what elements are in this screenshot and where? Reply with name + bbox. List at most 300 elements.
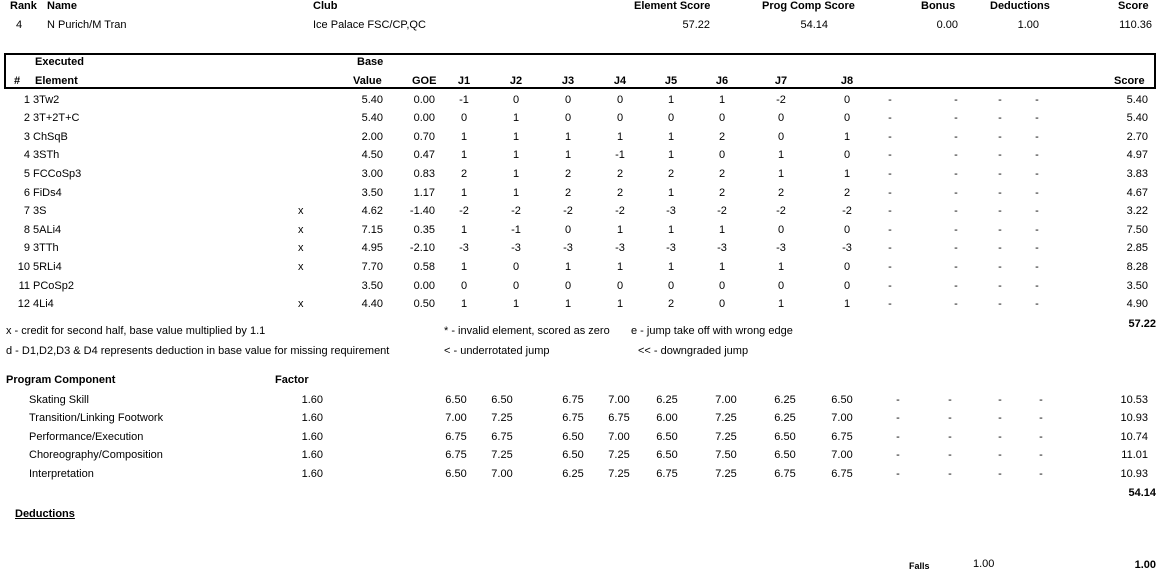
component-name: Choreography/Composition	[29, 449, 163, 461]
element-judge-8: 0	[843, 280, 851, 292]
element-num: 10	[17, 261, 30, 273]
component-judge-8: 6.50	[831, 394, 853, 406]
judge-header-5: J5	[664, 75, 678, 87]
element-judge-1: -1	[459, 94, 469, 106]
element-judge-6: 2	[718, 187, 726, 199]
element-name: 4Li4	[33, 298, 54, 310]
component-judge-8: 7.00	[831, 412, 853, 424]
component-judge-6: 7.50	[715, 449, 737, 461]
element-judge-4: 1	[616, 298, 624, 310]
element-judge-4: 2	[616, 187, 624, 199]
component-judge-8: 6.75	[831, 431, 853, 443]
element-dash: -	[1035, 280, 1039, 292]
judge-header-4: J4	[613, 75, 627, 87]
element-base: 3.50	[361, 280, 383, 292]
element-judge-5: 1	[667, 131, 675, 143]
element-judge-7: 1	[777, 149, 785, 161]
component-judge-1: 6.75	[445, 431, 467, 443]
element-name: FiDs4	[33, 187, 62, 199]
element-judge-2: -3	[511, 242, 521, 254]
element-dash: -	[1035, 94, 1039, 106]
element-score: 8.28	[1126, 261, 1148, 273]
element-info: x	[298, 205, 304, 217]
component-judge-3: 6.50	[562, 431, 584, 443]
element-judge-1: 1	[460, 187, 468, 199]
component-judge-5: 6.25	[656, 394, 678, 406]
element-judge-2: 1	[512, 112, 520, 124]
elements-total: 57.22	[1128, 318, 1156, 330]
element-judge-1: -3	[459, 242, 469, 254]
element-judge-4: 0	[616, 94, 624, 106]
header-name-label: Name	[47, 0, 77, 12]
element-dash: -	[954, 187, 958, 199]
element-judge-1: 1	[460, 261, 468, 273]
component-judge-3: 6.25	[562, 468, 584, 480]
element-dash: -	[888, 280, 892, 292]
element-score: 3.22	[1126, 205, 1148, 217]
component-dash: -	[896, 449, 900, 461]
element-dash: -	[954, 298, 958, 310]
component-dash: -	[998, 449, 1002, 461]
element-judge-5: 2	[667, 168, 675, 180]
element-dash: -	[998, 261, 1002, 273]
element-dash: -	[998, 298, 1002, 310]
header-element-score-value: 57.22	[682, 19, 710, 31]
header-element-score-label: Element Score	[634, 0, 711, 12]
header-deductions-value: 1.00	[1017, 19, 1039, 31]
element-dash: -	[998, 280, 1002, 292]
element-dash: -	[998, 149, 1002, 161]
element-judge-3: -2	[563, 205, 573, 217]
element-judge-7: 0	[777, 131, 785, 143]
element-score: 2.70	[1126, 131, 1148, 143]
header-deductions-label: Deductions	[990, 0, 1050, 12]
judge-header-2: J2	[509, 75, 523, 87]
element-goe: 0.00	[413, 112, 435, 124]
element-num: 7	[23, 205, 30, 217]
component-factor: 1.60	[301, 431, 323, 443]
components-title: Program Component	[6, 374, 116, 386]
element-base: 4.95	[361, 242, 383, 254]
element-judge-7: -3	[776, 242, 786, 254]
element-judge-3: 0	[564, 224, 572, 236]
element-judge-4: -1	[615, 149, 625, 161]
element-judge-8: -2	[842, 205, 852, 217]
component-judge-7: 6.25	[774, 412, 796, 424]
component-judge-6: 7.25	[715, 412, 737, 424]
element-goe: 0.50	[413, 298, 435, 310]
component-judge-7: 6.50	[774, 449, 796, 461]
element-score: 2.85	[1126, 242, 1148, 254]
element-info: x	[298, 242, 304, 254]
element-dash: -	[998, 187, 1002, 199]
elements-score-label: Score	[1114, 75, 1145, 87]
element-judge-5: -3	[666, 242, 676, 254]
element-judge-8: 0	[843, 149, 851, 161]
element-goe: 0.00	[413, 94, 435, 106]
legend-d-note: d - D1,D2,D3 & D4 represents deduction in base value for missing requirement	[6, 345, 390, 357]
element-judge-1: 0	[460, 112, 468, 124]
element-goe: 0.00	[413, 280, 435, 292]
component-score: 10.93	[1120, 468, 1148, 480]
element-name: 3Tw2	[33, 94, 60, 106]
component-judge-8: 6.75	[831, 468, 853, 480]
component-judge-4: 7.00	[608, 431, 630, 443]
element-judge-1: 1	[460, 298, 468, 310]
header-club-value: Ice Palace FSC/CP,QC	[313, 19, 426, 31]
element-judge-4: 1	[616, 131, 624, 143]
component-dash: -	[1039, 412, 1043, 424]
element-goe: -2.10	[409, 242, 435, 254]
component-judge-1: 6.50	[445, 394, 467, 406]
element-num: 2	[23, 112, 30, 124]
element-judge-3: 0	[564, 94, 572, 106]
element-judge-6: 2	[718, 168, 726, 180]
element-judge-6: 0	[718, 298, 726, 310]
value-label: Value	[353, 75, 382, 87]
element-judge-5: 1	[667, 224, 675, 236]
component-score: 10.53	[1120, 394, 1148, 406]
element-judge-5: -3	[666, 205, 676, 217]
element-judge-1: 1	[460, 131, 468, 143]
element-judge-2: 0	[512, 94, 520, 106]
component-score: 10.74	[1120, 431, 1148, 443]
element-judge-2: -1	[511, 224, 521, 236]
element-score: 5.40	[1126, 94, 1148, 106]
component-dash: -	[948, 412, 952, 424]
element-dash: -	[998, 242, 1002, 254]
component-judge-4: 7.00	[608, 394, 630, 406]
judge-header-8: J8	[840, 75, 854, 87]
element-name: 5RLi4	[33, 261, 62, 273]
element-judge-1: 1	[460, 224, 468, 236]
component-judge-4: 7.25	[608, 449, 630, 461]
element-info: x	[298, 261, 304, 273]
element-judge-5: 1	[667, 149, 675, 161]
element-judge-4: 0	[616, 112, 624, 124]
element-judge-8: 0	[843, 261, 851, 273]
component-judge-7: 6.75	[774, 468, 796, 480]
element-dash: -	[998, 112, 1002, 124]
element-dash: -	[888, 168, 892, 180]
component-judge-2: 7.25	[491, 412, 513, 424]
component-judge-1: 6.75	[445, 449, 467, 461]
component-dash: -	[998, 468, 1002, 480]
element-dash: -	[998, 94, 1002, 106]
element-dash: -	[954, 94, 958, 106]
component-dash: -	[1039, 394, 1043, 406]
component-judge-4: 7.25	[608, 468, 630, 480]
element-score: 3.83	[1126, 168, 1148, 180]
component-judge-2: 7.00	[491, 468, 513, 480]
element-base: 5.40	[361, 112, 383, 124]
element-judge-1: 2	[460, 168, 468, 180]
component-dash: -	[998, 412, 1002, 424]
component-dash: -	[948, 449, 952, 461]
component-judge-2: 6.50	[491, 394, 513, 406]
component-judge-5: 6.50	[656, 431, 678, 443]
element-base: 3.50	[361, 187, 383, 199]
element-info: x	[298, 298, 304, 310]
element-goe: 0.83	[413, 168, 435, 180]
element-judge-5: 0	[667, 112, 675, 124]
component-judge-5: 6.50	[656, 449, 678, 461]
component-judge-5: 6.00	[656, 412, 678, 424]
element-dash: -	[888, 112, 892, 124]
component-judge-8: 7.00	[831, 449, 853, 461]
element-judge-3: 1	[564, 131, 572, 143]
element-base: 4.62	[361, 205, 383, 217]
header-rank-value: 4	[16, 19, 23, 31]
element-dash: -	[888, 261, 892, 273]
element-dash: -	[998, 168, 1002, 180]
element-name: 3STh	[33, 149, 60, 161]
executed-label: Executed	[35, 56, 84, 68]
element-judge-5: 1	[667, 261, 675, 273]
element-goe: 0.70	[413, 131, 435, 143]
element-judge-8: 0	[843, 224, 851, 236]
header-bonus-value: 0.00	[936, 19, 958, 31]
element-judge-7: -2	[776, 205, 786, 217]
component-judge-2: 6.75	[491, 431, 513, 443]
element-judge-8: 0	[843, 112, 851, 124]
element-dash: -	[1035, 149, 1039, 161]
element-info: x	[298, 224, 304, 236]
element-num: 4	[23, 149, 30, 161]
legend-ltlt-note: << - downgraded jump	[638, 345, 749, 357]
components-factor-label: Factor	[275, 374, 309, 386]
element-dash: -	[954, 149, 958, 161]
header-score-value: 110.36	[1119, 19, 1152, 31]
element-dash: -	[1035, 298, 1039, 310]
element-dash: -	[954, 112, 958, 124]
judge-header-3: J3	[561, 75, 575, 87]
element-dash: -	[1035, 112, 1039, 124]
element-goe: 0.35	[413, 224, 435, 236]
element-score: 4.90	[1126, 298, 1148, 310]
element-judge-6: 2	[718, 131, 726, 143]
element-judge-7: 0	[777, 112, 785, 124]
element-judge-7: 0	[777, 224, 785, 236]
element-base: 4.50	[361, 149, 383, 161]
element-name: FCCoSp3	[33, 168, 82, 180]
element-judge-1: 0	[460, 280, 468, 292]
legend-lt-note: < - underrotated jump	[444, 345, 550, 357]
element-goe: 0.58	[413, 261, 435, 273]
element-judge-2: 1	[512, 149, 520, 161]
component-dash: -	[1039, 431, 1043, 443]
element-name: 3T+2T+C	[33, 112, 80, 124]
falls-label: Falls	[909, 561, 930, 571]
element-num: 1	[23, 94, 30, 106]
hash-label: #	[14, 75, 21, 87]
element-judge-5: 1	[667, 94, 675, 106]
header-rank-label: Rank	[10, 0, 37, 12]
element-name: ChSqB	[33, 131, 68, 143]
header-bonus-label: Bonus	[921, 0, 956, 12]
deductions-title: Deductions	[15, 508, 75, 520]
component-judge-1: 6.50	[445, 468, 467, 480]
element-num: 6	[23, 187, 30, 199]
element-judge-7: 2	[777, 187, 785, 199]
legend-star-note: * - invalid element, scored as zero	[444, 325, 610, 337]
header-prog-comp-score-label: Prog Comp Score	[762, 0, 855, 12]
element-goe: 0.47	[413, 149, 435, 161]
element-judge-3: 2	[564, 168, 572, 180]
header-score-label: Score	[1118, 0, 1149, 12]
element-num: 11	[18, 280, 30, 292]
element-dash: -	[1035, 224, 1039, 236]
element-judge-6: 1	[718, 261, 726, 273]
element-judge-8: -3	[842, 242, 852, 254]
component-judge-5: 6.75	[656, 468, 678, 480]
element-judge-2: -2	[511, 205, 521, 217]
element-judge-1: 1	[460, 149, 468, 161]
element-judge-6: 0	[718, 112, 726, 124]
component-score: 10.93	[1120, 412, 1148, 424]
element-judge-4: -2	[615, 205, 625, 217]
component-dash: -	[998, 431, 1002, 443]
element-dash: -	[1035, 205, 1039, 217]
element-dash: -	[1035, 168, 1039, 180]
component-judge-6: 7.00	[715, 394, 737, 406]
element-judge-3: 1	[564, 261, 572, 273]
element-judge-4: 0	[616, 280, 624, 292]
element-judge-4: -3	[615, 242, 625, 254]
component-judge-2: 7.25	[491, 449, 513, 461]
element-label: Element	[35, 75, 78, 87]
deductions-total: 1.00	[1134, 559, 1156, 571]
component-judge-3: 6.50	[562, 449, 584, 461]
element-score: 7.50	[1126, 224, 1148, 236]
component-factor: 1.60	[301, 394, 323, 406]
component-dash: -	[948, 431, 952, 443]
element-dash: -	[888, 242, 892, 254]
component-judge-3: 6.75	[562, 394, 584, 406]
goe-label: GOE	[412, 75, 437, 87]
element-base: 5.40	[361, 94, 383, 106]
element-judge-5: 1	[667, 187, 675, 199]
component-judge-7: 6.25	[774, 394, 796, 406]
element-judge-6: 0	[718, 280, 726, 292]
element-judge-8: 0	[843, 94, 851, 106]
component-dash: -	[896, 394, 900, 406]
element-dash: -	[954, 131, 958, 143]
element-judge-3: 2	[564, 187, 572, 199]
element-base: 7.70	[361, 261, 383, 273]
element-dash: -	[998, 205, 1002, 217]
component-dash: -	[998, 394, 1002, 406]
element-name: 3S	[33, 205, 47, 217]
element-goe: 1.17	[413, 187, 435, 199]
element-score: 4.97	[1126, 149, 1148, 161]
element-dash: -	[998, 224, 1002, 236]
component-dash: -	[948, 394, 952, 406]
element-judge-8: 2	[843, 187, 851, 199]
component-dash: -	[1039, 449, 1043, 461]
element-num: 5	[23, 168, 30, 180]
element-judge-8: 1	[843, 131, 851, 143]
element-dash: -	[1035, 131, 1039, 143]
element-judge-6: -3	[717, 242, 727, 254]
element-judge-2: 1	[512, 131, 520, 143]
element-name: PCoSp2	[33, 280, 74, 292]
element-score: 5.40	[1126, 112, 1148, 124]
element-dash: -	[998, 131, 1002, 143]
element-judge-7: 1	[777, 298, 785, 310]
component-judge-7: 6.50	[774, 431, 796, 443]
element-judge-4: 1	[616, 261, 624, 273]
element-judge-4: 2	[616, 168, 624, 180]
component-judge-6: 7.25	[715, 431, 737, 443]
component-name: Interpretation	[29, 468, 94, 480]
element-judge-3: 1	[564, 149, 572, 161]
element-num: 9	[23, 242, 30, 254]
element-judge-3: 1	[564, 298, 572, 310]
legend-x-note: x - credit for second half, base value multiplied by 1.1	[6, 325, 266, 337]
element-dash: -	[1035, 242, 1039, 254]
component-score: 11.01	[1121, 449, 1148, 461]
element-judge-5: 2	[667, 298, 675, 310]
component-name: Skating Skill	[29, 394, 89, 406]
component-judge-6: 7.25	[715, 468, 737, 480]
element-num: 8	[23, 224, 30, 236]
component-factor: 1.60	[301, 468, 323, 480]
element-dash: -	[888, 224, 892, 236]
element-judge-4: 1	[616, 224, 624, 236]
element-name: 3TTh	[33, 242, 59, 254]
element-judge-5: 0	[667, 280, 675, 292]
element-dash: -	[888, 149, 892, 161]
element-dash: -	[888, 187, 892, 199]
component-name: Performance/Execution	[29, 431, 144, 443]
element-dash: -	[954, 280, 958, 292]
element-dash: -	[954, 168, 958, 180]
element-dash: -	[954, 205, 958, 217]
element-num: 12	[17, 298, 30, 310]
base-label: Base	[357, 56, 384, 68]
element-dash: -	[888, 94, 892, 106]
judge-header-7: J7	[774, 75, 788, 87]
element-judge-6: 1	[718, 94, 726, 106]
element-judge-8: 1	[843, 298, 851, 310]
legend-e-note: e - jump take off with wrong edge	[631, 325, 793, 337]
element-dash: -	[954, 224, 958, 236]
judge-header-6: J6	[715, 75, 729, 87]
element-judge-2: 1	[512, 298, 520, 310]
element-judge-2: 0	[512, 261, 520, 273]
element-judge-3: 0	[564, 280, 572, 292]
element-dash: -	[954, 261, 958, 273]
element-goe: -1.40	[409, 205, 435, 217]
component-dash: -	[896, 468, 900, 480]
component-dash: -	[896, 431, 900, 443]
element-dash: -	[888, 131, 892, 143]
element-judge-6: 0	[718, 149, 726, 161]
header-name-value: N Purich/M Tran	[47, 19, 127, 31]
component-judge-3: 6.75	[562, 412, 584, 424]
element-base: 4.40	[361, 298, 383, 310]
component-factor: 1.60	[301, 449, 323, 461]
element-base: 3.00	[361, 168, 383, 180]
header-prog-comp-score-value: 54.14	[800, 19, 828, 31]
judge-header-1: J1	[457, 75, 471, 87]
element-score: 3.50	[1126, 280, 1148, 292]
falls-value: 1.00	[973, 558, 995, 570]
element-base: 2.00	[361, 131, 383, 143]
element-judge-8: 1	[843, 168, 851, 180]
element-judge-2: 1	[512, 187, 520, 199]
